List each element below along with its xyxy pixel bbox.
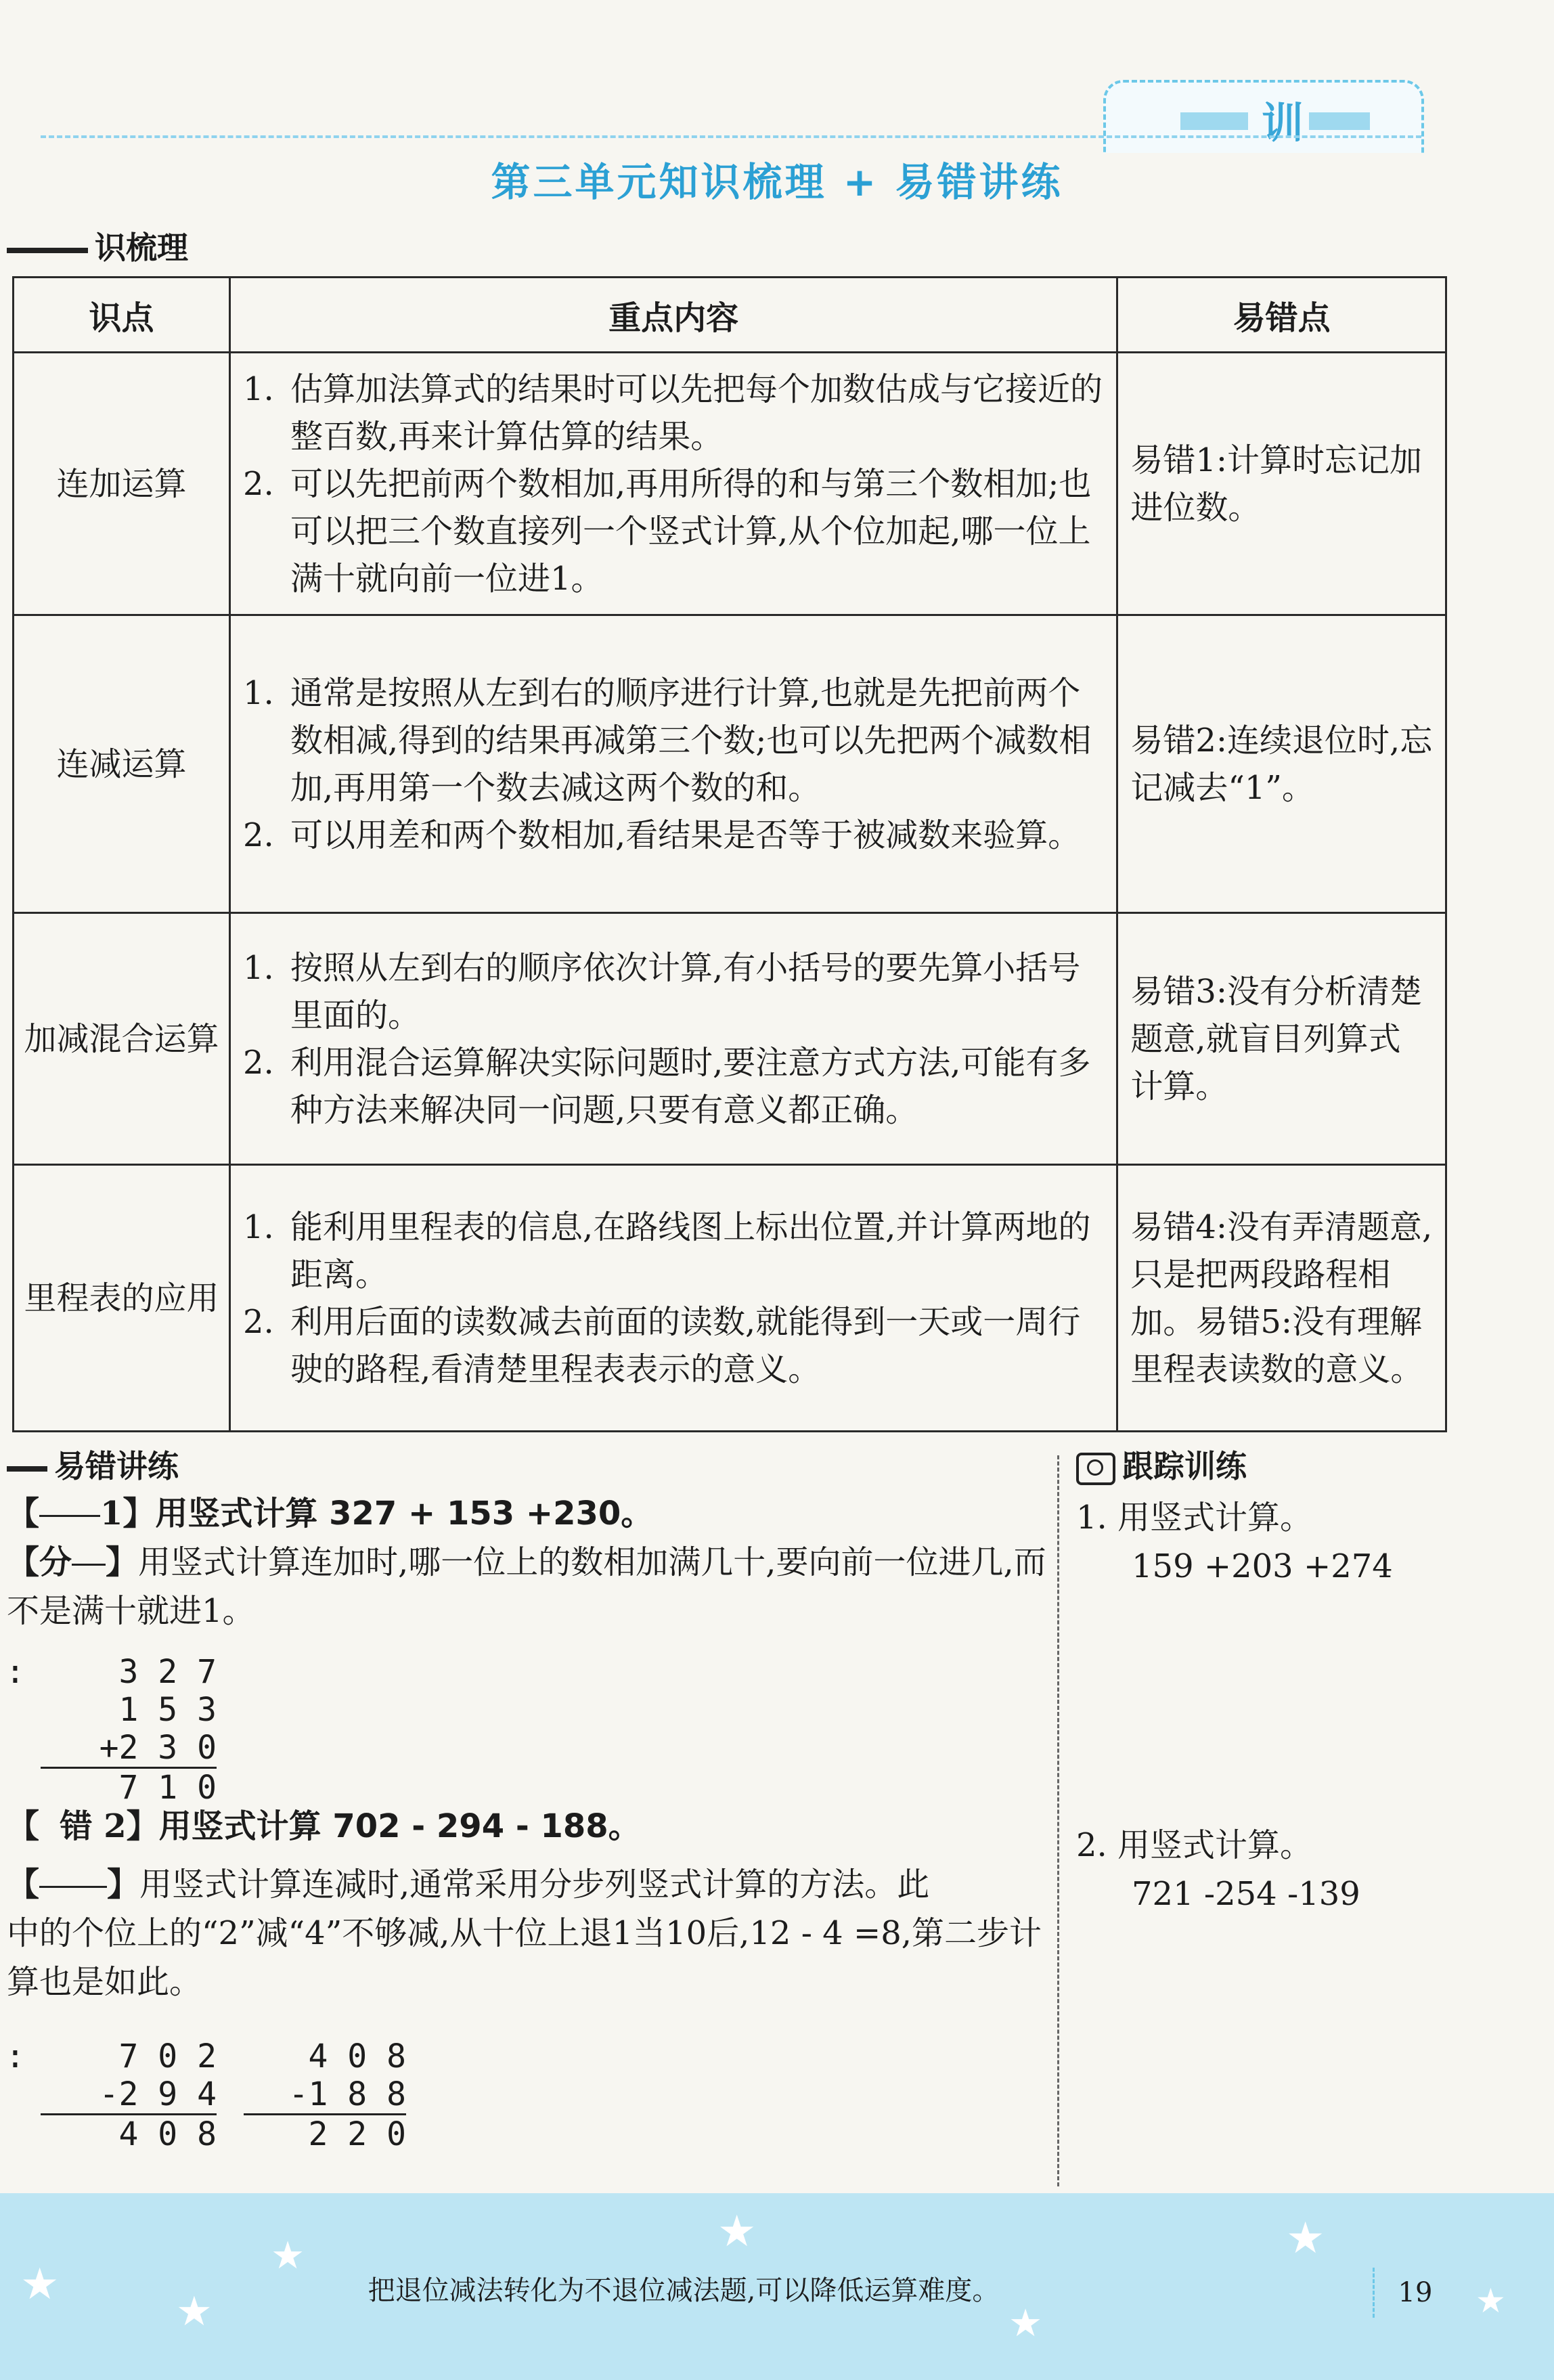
row-content: 1. 通常是按照从左到右的顺序进行计算,也就是先把前两个数相减,得到的结果再减第三个数;也可以先把两个减数相加,再用第一个数去减这两个数的和。 2. 可以用差和两个数相加,看结果是否等于被减数来验算。 — [229, 615, 1117, 913]
practice-q1-expr: 159 +203 +274 — [1132, 1547, 1393, 1585]
practice-q1: 1. 用竖式计算。 — [1076, 1499, 1313, 1537]
row-mistake: 易错2:连续退位时,忘记减去“1”。 — [1117, 615, 1446, 913]
star-icon: ★ — [20, 2260, 60, 2310]
table-row — [14, 913, 1446, 1165]
vertical-addition: : 3 2 7 1 5 3 +2 3 0 7 1 0 — [5, 1653, 217, 1807]
table-row — [14, 1165, 1446, 1432]
example-2-analysis-cont: 中的个位上的“2”减“4”不够减,从十位上退1当10后,12 - 4 =8,第二步计算也是如此。 — [7, 1914, 1042, 2001]
heading-bar — [7, 248, 88, 253]
top-dashed-band — [41, 135, 1421, 144]
practice-section-2 — [1076, 1821, 1509, 1918]
star-icon: ★ — [271, 2234, 305, 2278]
row-mistake: 易错4:没有弄清题意,只是把两段路程相加。易错5:没有理解里程表读数的意义。 — [1117, 1165, 1446, 1432]
section-heading-knowledge: 识梳理 — [7, 223, 188, 268]
heading-bar — [7, 1466, 47, 1472]
practice-q2-expr: 721 -254 -139 — [1132, 1875, 1360, 1913]
header-topic: 识点 — [14, 278, 230, 353]
star-icon: ★ — [176, 2288, 213, 2335]
header-mistake: 易错点 — [1117, 278, 1446, 353]
star-icon: ★ — [717, 2207, 757, 2257]
row-content: 1. 估算加法算式的结果时可以先把每个加数估成与它接近的整百数,再来计算估算的结果。 2. 可以先把前两个数相加,再用所得的和与第三个数相加;也可以把三个数直接列一个竖式计算,从个位加起,哪一位上满十就向前一位进1。 — [229, 353, 1117, 615]
corner-tab-label: 训 — [1262, 98, 1304, 148]
row-mistake: 易错3:没有分析清楚题意,就盲目列算式计算。 — [1117, 913, 1446, 1165]
footer-tip: 把退位减法转化为不退位减法题,可以降低运算难度。 — [368, 2275, 1000, 2306]
table-header-row — [14, 278, 1446, 353]
camera-icon — [1076, 1453, 1115, 1485]
row-content: 1. 能利用里程表的信息,在路线图上标出位置,并计算两地的距离。 2. 利用后面的读数减去前面的读数,就能得到一天或一周行驶的路程,看清楚里程表表示的意义。 — [229, 1165, 1117, 1432]
table-row — [14, 353, 1446, 615]
example-1-question: 【 1】用竖式计算 327 + 153 +230。 — [7, 1495, 654, 1533]
table-row — [14, 615, 1446, 913]
example-2-analysis: 【 】用竖式计算连减时,通常采用分步列竖式计算的方法。此 — [7, 1866, 930, 1903]
star-icon: ★ — [1008, 2301, 1043, 2345]
row-topic: 里程表的应用 — [14, 1165, 230, 1432]
row-mistake: 易错1:计算时忘记加进位数。 — [1117, 353, 1446, 615]
practice-q2: 2. 用竖式计算。 — [1076, 1826, 1313, 1864]
vertical-subtraction-2: 4 0 8 -1 8 8 2 2 0 — [244, 2037, 406, 2153]
star-icon: ★ — [1475, 2281, 1506, 2320]
knowledge-table — [12, 276, 1447, 1432]
page-number: 19 — [1373, 2268, 1456, 2318]
row-content: 1. 按照从左到右的顺序依次计算,有小括号的要先算小括号里面的。 2. 利用混合运算解决实际问题时,要注意方式方法,可能有多种方法来解决同一问题,只要有意义都正确。 — [229, 913, 1117, 1165]
example-1-analysis: 【分 】用竖式计算连加时,哪一位上的数相加满几十,要向前一位进几,而不是满十就进1。 — [7, 1543, 1046, 1630]
star-icon: ★ — [1286, 2213, 1325, 2264]
row-topic: 连减运算 — [14, 615, 230, 913]
vertical-subtraction-1: : 7 0 2 -2 9 4 4 0 8 — [5, 2037, 217, 2153]
practice-section — [1076, 1442, 1509, 1591]
practice-heading: 跟踪训练 — [1076, 1442, 1509, 1491]
column-divider — [1057, 1455, 1059, 2186]
example-1 — [7, 1489, 1063, 1635]
row-topic: 加减混合运算 — [14, 913, 230, 1165]
example-2 — [7, 1802, 1063, 2006]
page-title: 第三单元知识梳理 + 易错讲练 — [491, 159, 1063, 205]
section-heading-mistakes: 易错讲练 — [7, 1442, 179, 1486]
header-content: 重点内容 — [229, 278, 1117, 353]
row-topic: 连加运算 — [14, 353, 230, 615]
example-2-question: 【 错 2】用竖式计算 702 - 294 - 188。 — [7, 1807, 641, 1845]
